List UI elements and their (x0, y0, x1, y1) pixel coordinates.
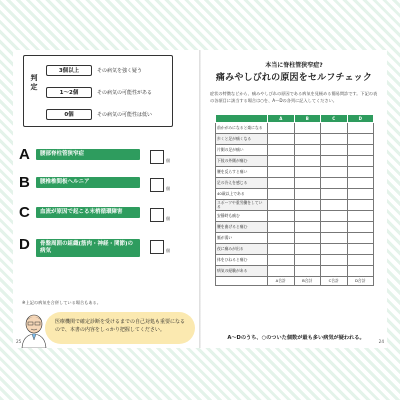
table-row (216, 233, 374, 244)
check-cell[interactable] (321, 189, 348, 200)
table-body (216, 123, 374, 286)
advice-bubble: 医療機関で確定診断を受けるまでの自己対処も重要になるので、本書の内容をしっかり把握してください。 (45, 312, 195, 344)
check-cell[interactable] (321, 167, 348, 178)
check-cell[interactable] (294, 123, 321, 134)
check-cell[interactable] (321, 200, 348, 211)
cause-letter: C (19, 204, 30, 221)
table-row (216, 134, 374, 145)
total-row (216, 277, 374, 286)
total-cell: D合計 (347, 277, 374, 286)
table-row (216, 178, 374, 189)
check-cell[interactable] (268, 266, 295, 277)
check-cell[interactable] (347, 266, 374, 277)
table-header: A (268, 115, 295, 123)
page-number: 25 (16, 339, 22, 344)
judgement-box (23, 55, 173, 127)
table-header: C (321, 115, 348, 123)
check-cell[interactable] (294, 145, 321, 156)
page-subtitle: 本当に脊柱管狭窄症? (265, 62, 323, 69)
cause-label: 腰部脊柱管狭窄症 (36, 149, 140, 160)
cause-d (19, 236, 189, 260)
judgement-row (46, 86, 152, 98)
check-cell[interactable] (294, 266, 321, 277)
cause-label: 腰椎椎間板ヘルニア (36, 177, 140, 188)
check-cell[interactable] (347, 145, 374, 156)
check-cell[interactable] (347, 211, 374, 222)
check-cell[interactable] (347, 156, 374, 167)
table-row (216, 266, 374, 277)
question-cell: スポーツや重労働をしている (216, 200, 268, 211)
count-box[interactable] (150, 150, 164, 164)
check-cell[interactable] (268, 211, 295, 222)
count-box[interactable] (150, 178, 164, 192)
question-cell: 40歳以上である (216, 189, 268, 200)
check-cell[interactable] (268, 200, 295, 211)
table-row (216, 145, 374, 156)
check-cell[interactable] (321, 255, 348, 266)
check-cell[interactable] (268, 156, 295, 167)
check-cell[interactable] (268, 189, 295, 200)
page-number: 24 (378, 339, 384, 344)
check-cell[interactable] (347, 167, 374, 178)
check-cell[interactable] (268, 167, 295, 178)
judgement-row (46, 108, 152, 120)
judgement-count: 1〜2個 (46, 87, 92, 98)
table-header-row (216, 115, 374, 123)
check-cell[interactable] (268, 244, 295, 255)
cause-b (19, 174, 189, 198)
check-cell[interactable] (268, 222, 295, 233)
check-cell[interactable] (347, 134, 374, 145)
question-cell: 歩くと足が痛くなる (216, 134, 268, 145)
check-cell[interactable] (268, 145, 295, 156)
check-cell[interactable] (347, 222, 374, 233)
table-row (216, 222, 374, 233)
cause-c (19, 204, 189, 228)
check-cell[interactable] (294, 222, 321, 233)
check-cell[interactable] (321, 244, 348, 255)
table-row (216, 211, 374, 222)
judgement-text: その病気の可能性がある (97, 89, 153, 96)
self-check-table (215, 114, 374, 286)
check-cell[interactable] (321, 211, 348, 222)
count-unit: 個 (166, 186, 170, 191)
check-cell[interactable] (294, 211, 321, 222)
check-cell[interactable] (321, 156, 348, 167)
check-cell[interactable] (347, 178, 374, 189)
check-cell[interactable] (268, 178, 295, 189)
check-cell[interactable] (294, 134, 321, 145)
judgement-count: 3個以上 (46, 65, 92, 76)
check-cell[interactable] (294, 189, 321, 200)
check-cell[interactable] (347, 255, 374, 266)
cause-letter: B (19, 174, 30, 191)
question-cell: 病気の経験がある (216, 266, 268, 277)
page-title: 痛みやしびれの原因をセルフチェック (215, 73, 373, 83)
check-cell[interactable] (347, 200, 374, 211)
cause-letter: D (19, 236, 30, 253)
check-cell[interactable] (347, 233, 374, 244)
check-cell[interactable] (321, 134, 348, 145)
judgement-text: その病気の可能性は低い (97, 111, 153, 118)
question-cell: 腰を反らすと痛い (216, 167, 268, 178)
total-cell: A合計 (268, 277, 295, 286)
question-cell: 足の冷えを感じる (216, 178, 268, 189)
question-cell: 前かがみになると楽になる (216, 123, 268, 134)
question-cell: 片側の足が痛い (216, 145, 268, 156)
check-cell[interactable] (321, 178, 348, 189)
check-cell[interactable] (347, 244, 374, 255)
table-row (216, 255, 374, 266)
check-cell[interactable] (294, 200, 321, 211)
check-cell[interactable] (294, 244, 321, 255)
total-cell: C合計 (321, 277, 348, 286)
left-page (13, 50, 199, 348)
check-cell[interactable] (321, 233, 348, 244)
check-cell[interactable] (268, 123, 295, 134)
combination-note: ※上記の病気を合併している場合もある。 (22, 300, 101, 305)
check-cell[interactable] (268, 233, 295, 244)
cause-label: 血流が原因で起こる末梢循環障害 (36, 207, 140, 218)
check-cell[interactable] (294, 178, 321, 189)
table-row (216, 189, 374, 200)
judgement-label: 判定 (30, 74, 38, 91)
check-cell[interactable] (268, 255, 295, 266)
question-cell: 夜に痛みが出る (216, 244, 268, 255)
right-page (201, 50, 387, 348)
question-cell: 腰を曲げると痛む (216, 222, 268, 233)
check-cell[interactable] (294, 233, 321, 244)
check-cell[interactable] (347, 189, 374, 200)
question-cell: 脈が弱い (216, 233, 268, 244)
table-header (216, 115, 268, 123)
check-cell[interactable] (321, 123, 348, 134)
table-row (216, 200, 374, 211)
check-cell[interactable] (294, 255, 321, 266)
question-cell: 下肢の外側が痛む (216, 156, 268, 167)
check-cell[interactable] (268, 134, 295, 145)
count-unit: 個 (166, 248, 170, 253)
table-row (216, 156, 374, 167)
check-cell[interactable] (294, 167, 321, 178)
check-cell[interactable] (347, 123, 374, 134)
cause-a (19, 146, 189, 170)
check-cell[interactable] (321, 145, 348, 156)
table-header: D (347, 115, 374, 123)
check-cell[interactable] (321, 266, 348, 277)
check-cell[interactable] (294, 156, 321, 167)
count-box[interactable] (150, 208, 164, 222)
total-cell: B合計 (294, 277, 321, 286)
count-box[interactable] (150, 240, 164, 254)
judgement-text: その病気を強く疑う (97, 67, 143, 74)
judgement-row (46, 64, 142, 76)
check-cell[interactable] (321, 222, 348, 233)
count-unit: 個 (166, 158, 170, 163)
result-note: A〜Dのうち、○のついた個数が最も多い病気が疑われる。 (227, 335, 365, 341)
question-cell: 体をひねると痛む (216, 255, 268, 266)
table-row (216, 244, 374, 255)
total-label-cell (216, 277, 268, 286)
table-row (216, 167, 374, 178)
count-unit: 個 (166, 216, 170, 221)
question-cell: 安静時も痛む (216, 211, 268, 222)
cause-label: 骨盤周囲の組織(筋肉・神経・関節)の病気 (36, 239, 140, 257)
cause-letter: A (19, 146, 30, 163)
table-header: B (294, 115, 321, 123)
table-row (216, 123, 374, 134)
description: 症状の特徴などから、痛みやしびれの原因である病気を見極める簡易問診です。下記の表の各項目に該当する場合は○を、A〜Dの各列に記入してください。 (210, 91, 378, 103)
judgement-count: 0個 (46, 109, 92, 120)
